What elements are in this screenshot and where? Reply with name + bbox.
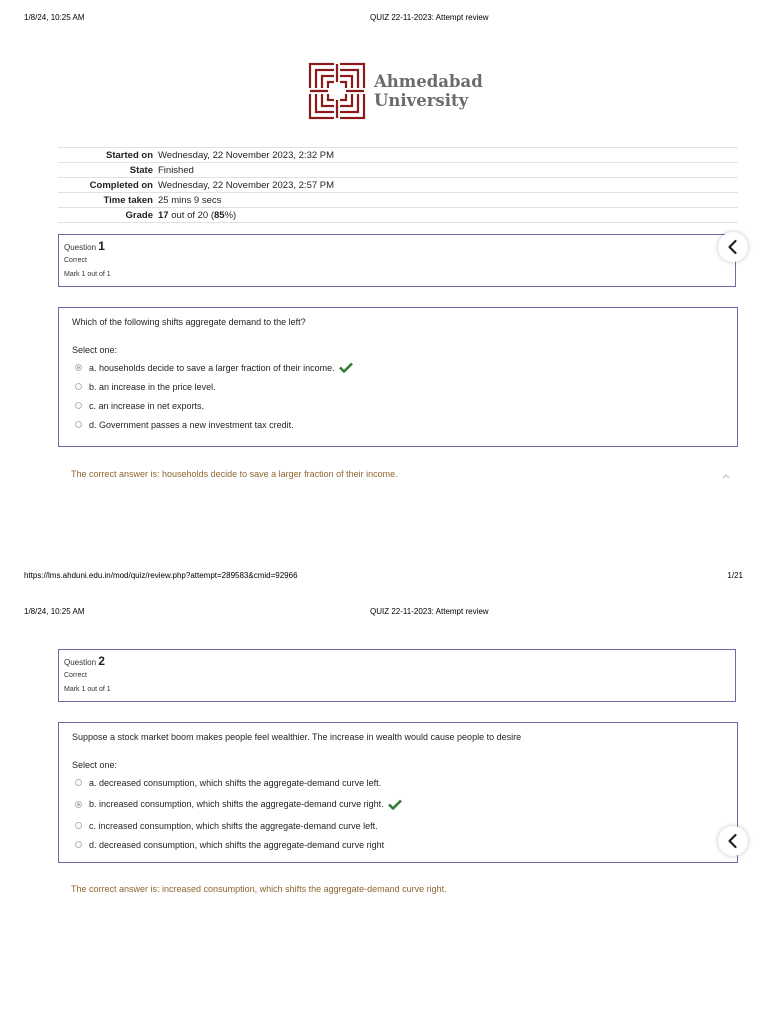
question-text: Suppose a stock market boom makes people feel wealthier. The increase in wealth would cause people to desire xyxy=(72,732,522,742)
answer-option[interactable] xyxy=(72,792,724,816)
summary-row xyxy=(58,148,738,163)
logo-line2: University xyxy=(374,91,469,110)
summary-value: Wednesday, 22 November 2023, 2:32 PM xyxy=(158,149,335,161)
summary-row xyxy=(58,178,738,193)
question-label: Question xyxy=(64,658,97,667)
question-mark: Mark 1 out of 1 xyxy=(64,271,111,278)
select-prompt: Select one: xyxy=(72,760,118,770)
question-status: Correct xyxy=(64,257,87,264)
check-icon xyxy=(339,362,353,373)
question-1-info xyxy=(58,234,736,287)
select-prompt: Select one: xyxy=(72,345,118,355)
summary-row-grade xyxy=(58,208,738,223)
summary-value: 25 mins 9 secs xyxy=(158,194,222,206)
option-text: b. increased consumption, which shifts the aggregate-demand curve right. xyxy=(89,799,384,809)
grade-score: 17 xyxy=(158,209,169,221)
option-text: c. increased consumption, which shifts the aggregate-demand curve left. xyxy=(89,820,378,831)
radio-button[interactable] xyxy=(75,779,82,786)
option-text: d. Government passes a new investment tax credit. xyxy=(89,419,294,430)
university-logo xyxy=(308,62,488,122)
correct-answer-feedback: The correct answer is: households decide to save a larger fraction of their income. xyxy=(71,469,398,479)
answer-option[interactable] xyxy=(72,396,724,415)
radio-button[interactable] xyxy=(75,801,82,808)
check-icon xyxy=(388,799,402,810)
chevron-left-icon xyxy=(725,239,741,255)
radio-button[interactable] xyxy=(75,421,82,428)
answer-option[interactable] xyxy=(72,415,724,434)
answer-option[interactable] xyxy=(72,358,724,377)
attempt-summary xyxy=(58,147,738,223)
question-status: Correct xyxy=(64,672,87,679)
question-text: Which of the following shifts aggregate demand to the left? xyxy=(72,317,306,327)
answer-option[interactable] xyxy=(72,835,724,854)
print-page-number: 1/21 xyxy=(727,571,743,580)
drawer-toggle-button[interactable] xyxy=(718,232,748,262)
print-date: 1/8/24, 10:25 AM xyxy=(24,13,85,22)
radio-button[interactable] xyxy=(75,841,82,848)
summary-label: State xyxy=(129,164,153,176)
option-text: a. decreased consumption, which shifts the aggregate-demand curve left. xyxy=(89,777,382,788)
option-text: a. households decide to save a larger fraction of their income. xyxy=(89,362,335,373)
question-label: Question xyxy=(64,243,97,252)
print-url: https://lms.ahduni.edu.in/mod/quiz/review.php?attempt=289583&cmid=92966 xyxy=(24,571,298,580)
radio-button[interactable] xyxy=(75,383,82,390)
summary-row xyxy=(58,163,738,178)
question-2-content xyxy=(58,722,738,863)
radio-button[interactable] xyxy=(75,822,82,829)
option-text: b. an increase in the price level. xyxy=(89,381,216,392)
grade-value xyxy=(158,208,738,223)
question-mark: Mark 1 out of 1 xyxy=(64,686,111,693)
summary-value: Finished xyxy=(158,164,194,176)
print-title: QUIZ 22-11-2023: Attempt review xyxy=(370,607,489,616)
radio-button[interactable] xyxy=(75,364,82,371)
logo-mark-icon xyxy=(308,62,366,120)
chevron-left-icon xyxy=(725,833,741,849)
grade-mid: out of 20 ( xyxy=(171,209,214,221)
logo-line1: Ahmedabad xyxy=(374,72,483,91)
grade-end: %) xyxy=(224,209,237,221)
question-2-info xyxy=(58,649,736,702)
summary-label: Started on xyxy=(106,149,153,161)
grade-label: Grade xyxy=(125,209,153,221)
question-number: 2 xyxy=(98,654,105,668)
correct-answer-feedback: The correct answer is: increased consumption, which shifts the aggregate-demand curve right. xyxy=(71,884,447,894)
summary-label: Time taken xyxy=(103,194,153,206)
summary-label: Completed on xyxy=(89,179,153,191)
print-title: QUIZ 22-11-2023: Attempt review xyxy=(370,13,489,22)
print-date: 1/8/24, 10:25 AM xyxy=(24,607,85,616)
answer-option[interactable] xyxy=(72,773,724,792)
chevron-up-icon[interactable] xyxy=(721,472,731,480)
drawer-toggle-button[interactable] xyxy=(718,826,748,856)
radio-button[interactable] xyxy=(75,402,82,409)
summary-row xyxy=(58,193,738,208)
option-text: d. decreased consumption, which shifts the aggregate-demand curve right xyxy=(89,839,385,850)
answer-option[interactable] xyxy=(72,816,724,835)
question-number: 1 xyxy=(98,239,105,253)
option-text: c. an increase in net exports. xyxy=(89,400,205,411)
answer-option[interactable] xyxy=(72,377,724,396)
question-1-content xyxy=(58,307,738,447)
summary-value: Wednesday, 22 November 2023, 2:57 PM xyxy=(158,179,335,191)
grade-percent: 85 xyxy=(214,209,225,221)
